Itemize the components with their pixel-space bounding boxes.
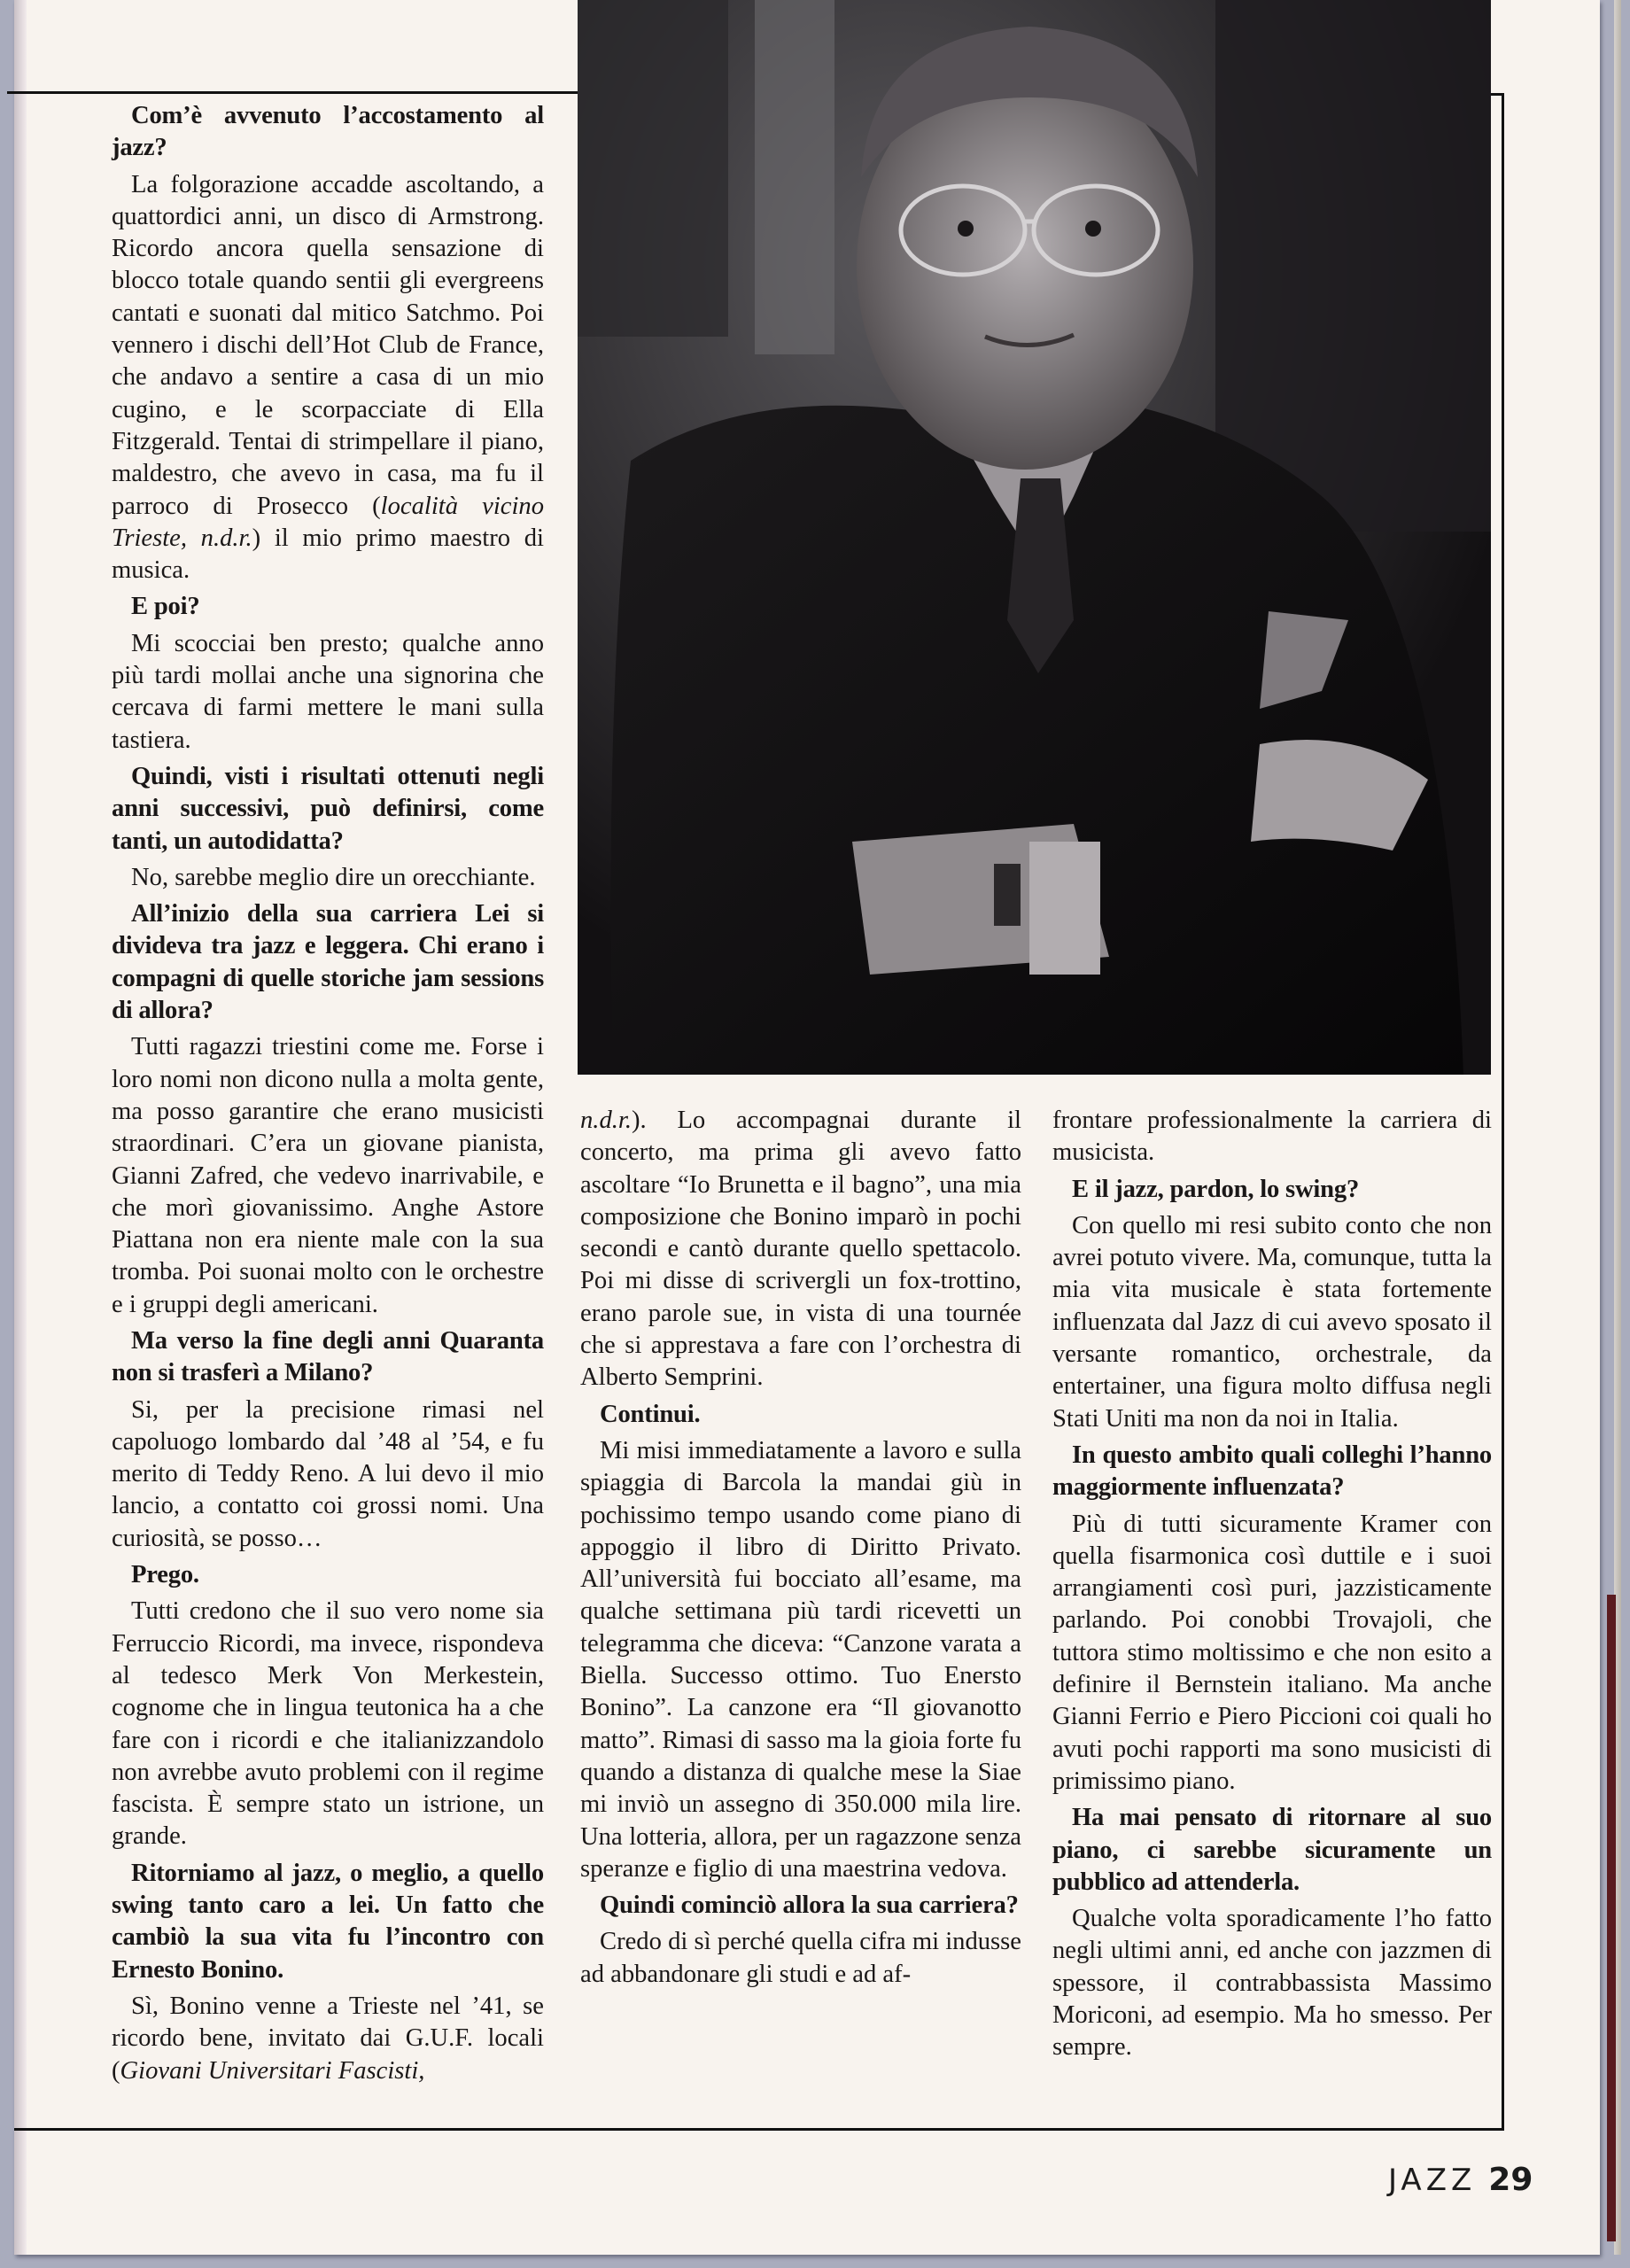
interview-question: In questo ambito quali colleghi l’hanno maggiormente influenzata? — [1052, 1441, 1492, 1502]
interview-answer-continued: frontare professionalmente la carriera di musicista. — [1052, 1107, 1492, 1167]
text-run: ). Lo accompagnai durante il concerto, ma prima gli avevo fatto ascoltare “Io Brunetta e il bagno”, una mia composizione che Bonino imparò in pochi secondi e cantò durante quello spettacolo. Poi mi disse di scrivergli un fox-trottino, erano parole sue, in vista di una tournée che si apprestava a fare con l’orchestra di Alberto Semprini. — [580, 1107, 1021, 1392]
interview-answer-continued — [580, 1105, 1021, 1394]
interview-answer: No, sarebbe meglio dire un orecchiante. — [131, 863, 536, 891]
italic-note: Giovani Universitari Fascisti, — [120, 2056, 425, 2085]
interview-question: E il jazz, pardon, lo swing? — [1072, 1175, 1360, 1203]
interview-answer: Mi scocciai ben presto; qualche anno più tardi mollai anche una signorina che cercava di farmi mettere le mani sulla tastiera. — [112, 629, 544, 754]
interview-question: Quindi, visti i risultati ottenuti negli anni successivi, può definirsi, come tanti, un autodidatta? — [112, 762, 544, 855]
interview-question: Com’è avvenuto l’accostamento al jazz? — [112, 102, 544, 162]
page-number: 29 — [1488, 2162, 1533, 2198]
interview-question: Continui. — [600, 1400, 701, 1428]
interview-answer: Mi misi immediatamente a lavoro e sulla spiaggia di Barcola la mandai giù in pochissimo tempo usando come piano di appoggio il libro di Diritto Privato. All’università fui bocciato all’esame, ma qualche settimana più tardi ricevetti un telegramma che diceva: “Canzone varata a Biella. Successo ottimo. Tuo Enersto Bonino”. La canzone era “Il giovanotto matto”. Rimasi di sasso ma la gioia forte fu quando a distanza di qualche mese la Siae mi inviò un assegno di 350.000 mila lire. Una lotteria, allora, per un ragazzone senza speranze e figlio di una maestrina vedova. — [580, 1436, 1021, 1883]
interview-answer: Credo di sì perché quella cifra mi indusse ad abbandonare gli studi e ad af- — [580, 1928, 1021, 1988]
interview-answer: Con quello mi resi subito conto che non avrei potuto vivere. Ma, comunque, tutta la mia vita musicale è stata fortemente influenzata dal Jazz di cui avevo sposato il versante romantico, orchestrale, da entertainer, una figura molto diffusa negli Stati Uniti ma non da noi in Italia. — [1052, 1211, 1492, 1433]
article-column-middle — [580, 1105, 1021, 1995]
page-spine-shadow — [14, 0, 27, 2255]
text-run: Sì, Bonino venne a Trieste nel ’41, se ricordo bene, invitato dai G.U.F. locali ( — [112, 1992, 544, 2085]
text-run: La folgorazione accadde ascoltando, a quattordici anni, un disco di Armstrong. Ricordo ancora quella sensazione di blocco totale quando sentii gli evergreens cantati e suonati dal mitico Satchmo. Poi vennero i dischi dell’Hot Club de France, che andavo a sentire a casa di un mio cugino, e le scorpacciate di Ella Fitzgerald. Tentai di strimpellare il piano, maldestro, che avevo in casa, ma fu il parroco di Prosecco ( — [112, 170, 544, 520]
background-pillar — [755, 0, 834, 354]
interview-answer: Qualche volta sporadicamente l’ho fatto negli ultimi anni, ed anche con jazzmen di spessore, il contrabbassista Massimo Moriconi, ad esempio. Ma ho smesso. Per sempre. — [1052, 1905, 1492, 2062]
bottom-rule — [14, 2128, 1504, 2131]
box-border-right — [1502, 93, 1504, 2130]
interview-question: Ritorniamo al jazz, o meglio, a quello swing tanto caro a lei. Un fatto che cambiò la sua vita fu l’incontro con Ernesto Bonino. — [112, 1859, 544, 1984]
italic-note: n.d.r. — [580, 1107, 632, 1134]
background-foliage — [1215, 0, 1491, 532]
wristwatch — [994, 864, 1021, 926]
interview-answer: Si, per la precisione rimasi nel capoluogo lombardo dal ’48 al ’54, e fu merito di Teddy Reno. A lui devo il mio lancio, a contatto coi grossi nomi. Una curiosità, se posso… — [112, 1395, 544, 1552]
interview-answer: Più di tutti sicuramente Kramer con quella fisarmonica così duttile e i suoi arrangiamenti così puri, jazzisticamente parlando. Poi conobbi Trovajoli, che tuttora stimo moltissimo e che non esito a definire il Bernstein italiano. Ma anche Gianni Ferrio e Piero Piccioni coi quali ho avuti pochi rapporti ma sono musicisti di primissimo piano. — [1052, 1510, 1492, 1795]
interview-question: Quindi cominciò allora la sua carriera? — [600, 1891, 1019, 1920]
interview-answer — [112, 169, 544, 587]
portrait-photo — [578, 0, 1491, 1075]
interview-answer: Tutti ragazzi triestini come me. Forse i loro nomi non dicono nulla a molta gente, ma posso garantire che erano musicisti straordinari. C’era un giovane pianista, Gianni Zafred, che vedevo inarrivabile, e che morì giovanissimo. Anghe Astore Piattana non era niente male con la sua tromba. Poi suonai molto con le orchestre e i gruppi degli americani. — [112, 1033, 544, 1318]
article-column-right — [1052, 1105, 1492, 2069]
interview-answer: Tutti credono che il suo vero nome sia Ferruccio Ricordi, ma invece, rispondeva al tedesco Merk Von Merkestein, cognome che in lingua teutonica ha a che fare con i ricordi e che italianizzandolo non avrebbe avuto problemi con il regime fascista. È sempre stato un istrione, un grande. — [112, 1597, 544, 1851]
italic-note: località vicino Trieste, n.d.r. — [112, 492, 544, 552]
shirt-cuff — [1029, 842, 1100, 975]
article-column-left — [112, 100, 544, 2092]
right-eye — [1085, 221, 1101, 237]
interview-question: Prego. — [131, 1561, 199, 1589]
cover-edge — [1607, 1595, 1616, 2241]
text-run: ) il mio primo maestro di musica. — [112, 524, 544, 585]
interview-question: Ha mai pensato di ritornare al suo piano, ci sarebbe sicuramente un pubblico ad attenderla. — [1052, 1804, 1492, 1896]
interview-question: E poi? — [131, 593, 200, 621]
top-rule — [7, 91, 578, 94]
interview-question: All’inizio della sua carriera Lei si divideva tra jazz e leggera. Chi erano i compagni di quelle storiche jam sessions di allora? — [112, 900, 544, 1025]
portrait-photo-illustration — [578, 0, 1491, 1075]
magazine-name: JAZZ — [1388, 2163, 1477, 2198]
background-window — [578, 0, 728, 337]
page-footer — [1388, 2162, 1533, 2198]
left-eye — [958, 221, 974, 237]
interview-answer — [112, 1991, 544, 2087]
interview-question: Ma verso la fine degli anni Quaranta non si trasferì a Milano? — [112, 1326, 544, 1387]
